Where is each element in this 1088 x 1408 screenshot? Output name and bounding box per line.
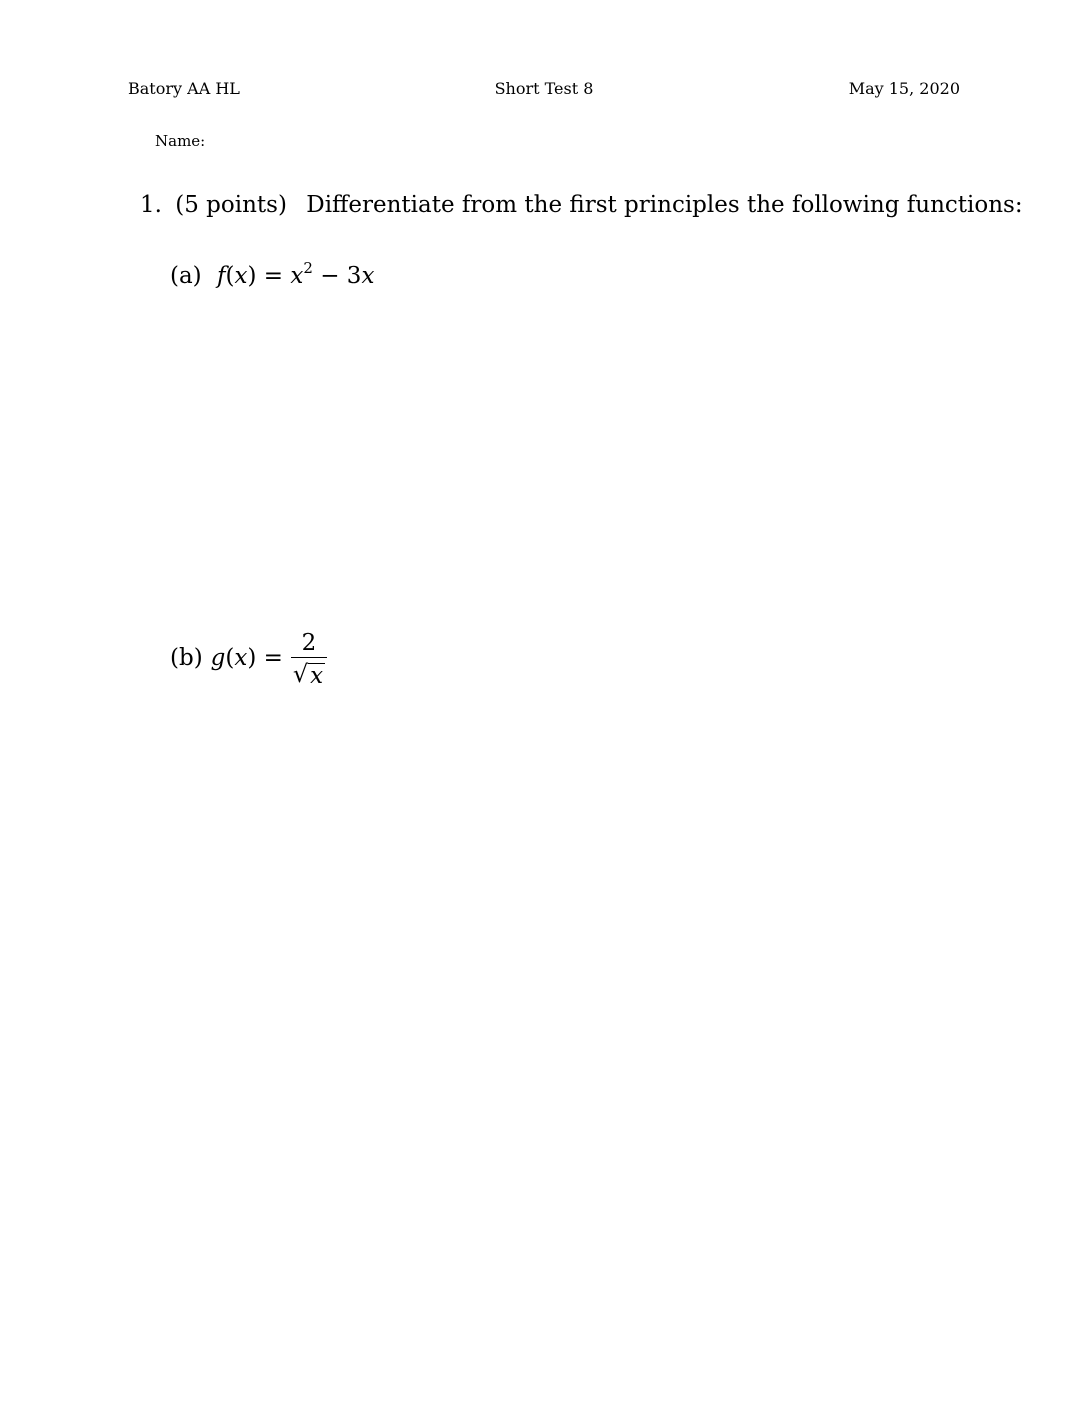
fraction-bar xyxy=(291,657,327,658)
question-points: (5 points) xyxy=(175,192,287,218)
part-b-function-lhs: g(x) = xyxy=(210,645,283,671)
part-a-label: (a) xyxy=(170,263,202,289)
question-part-b xyxy=(170,618,327,698)
course-name: Batory AA HL xyxy=(128,79,240,98)
question-part-a xyxy=(170,258,374,296)
radicand: x xyxy=(310,662,324,689)
fraction-denominator xyxy=(293,660,325,688)
equals-sign: = xyxy=(263,645,283,671)
part-b-label: (b) xyxy=(170,645,203,671)
page-header xyxy=(128,76,960,102)
minus-sign: − xyxy=(320,263,340,289)
name-label: Name: xyxy=(155,132,206,150)
equals-sign: = xyxy=(263,263,284,289)
function-variable: x xyxy=(234,263,248,289)
test-title: Short Test 8 xyxy=(494,79,594,98)
function-name: f xyxy=(216,263,226,289)
coefficient: 3 xyxy=(346,263,362,289)
base-variable: x xyxy=(290,263,304,289)
test-date: May 15, 2020 xyxy=(848,79,960,98)
function-name: g xyxy=(210,645,226,671)
exponent: 2 xyxy=(303,259,313,277)
fraction-numerator: 2 xyxy=(301,629,317,656)
question-1 xyxy=(140,188,1023,222)
question-text: Differentiate from the first principles the following functions: xyxy=(306,192,1023,218)
fraction xyxy=(291,629,327,688)
term-variable: x xyxy=(361,263,375,289)
function-variable: x xyxy=(234,645,248,671)
question-number: 1. xyxy=(140,192,162,218)
part-a-function: $f(x) = x^2 - 3x$ xyxy=(216,259,375,289)
square-root-icon: √ xyxy=(292,659,309,688)
